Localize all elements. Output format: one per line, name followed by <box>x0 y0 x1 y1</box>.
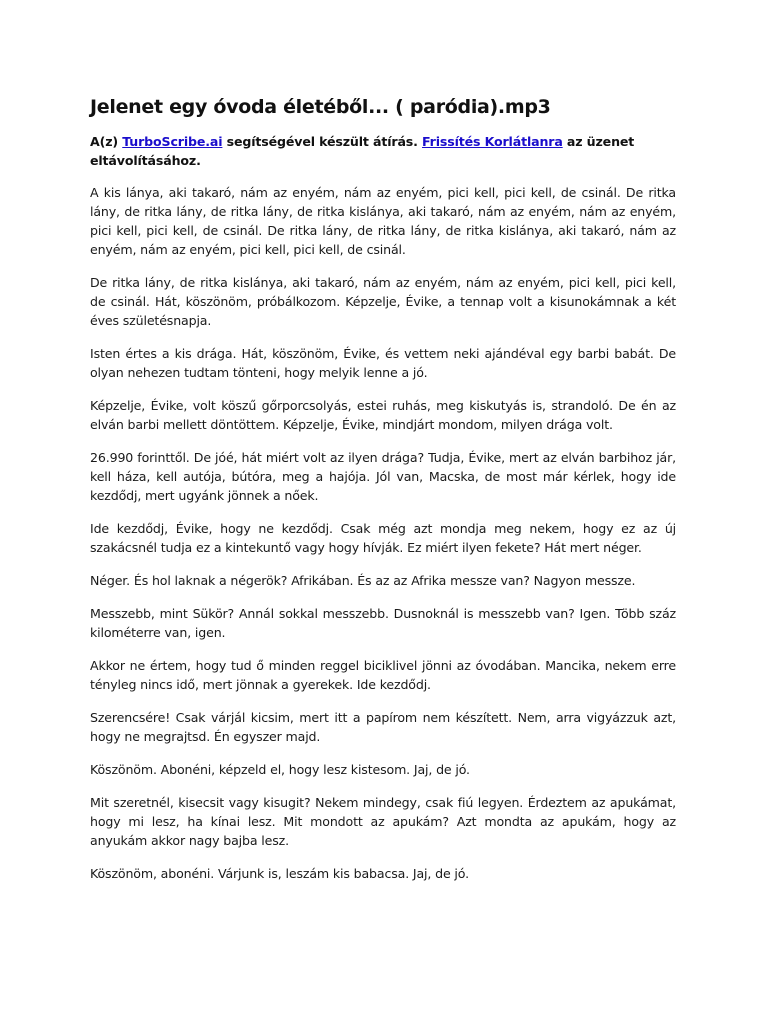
upgrade-unlimited-link[interactable]: Frissítés Korlátlanra <box>422 134 563 149</box>
transcript-paragraph: Messzebb, mint Sükör? Annál sokkal messzebb. Dusnoknál is messzebb van? Igen. Több száz kilométerre van, igen. <box>90 606 676 640</box>
transcript-paragraph: Akkor ne értem, hogy tud ő minden reggel biciklivel jönni az óvodában. Mancika, nekem erre tényleg nincs idő, mert jönnak a gyerekek. Ide kezdődj. <box>90 658 676 692</box>
transcript-paragraph: Szerencsére! Csak várjál kicsim, mert itt a papírom nem készített. Nem, arra vigyázzuk azt, hogy ne megrajtsd. Én egyszer majd. <box>90 710 676 744</box>
document-title: Jelenet egy óvoda életéből... ( paródia).mp3 <box>90 96 551 118</box>
transcript-paragraph: Isten értes a kis drága. Hát, köszönöm, Évike, és vettem neki ajándéval egy barbi babát. De olyan nehezen tudtam tönteni, hogy melyik lenne a jó. <box>90 346 676 380</box>
document-page <box>90 94 676 897</box>
turboscribe-link[interactable]: TurboScribe.ai <box>122 134 223 149</box>
transcript-paragraph: Képzelje, Évike, volt köszű gőrporcsolyás, estei ruhás, meg kiskutyás is, strandoló. De én az elván barbi mellett döntöttem. Képzelje, Évike, mindjárt mondom, milyen drága volt. <box>90 398 676 432</box>
notice-suffix: az üzenet eltávolításához. <box>90 134 635 168</box>
transcript-paragraph: Köszönöm. Abonéni, képzeld el, hogy lesz kistesom. Jaj, de jó. <box>90 762 470 777</box>
transcript-paragraph: Néger. És hol laknak a négerök? Afrikában. És az az Afrika messze van? Nagyon messze. <box>90 573 636 588</box>
transcript-paragraph: A kis lánya, aki takaró, nám az enyém, nám az enyém, pici kell, pici kell, de csinál. De ritka lány, de ritka lány, de ritka lány, de ritka kislánya, aki takaró, nám az enyém, nám az enyém, pici kell, pici kell, de csinál. De ritka lány, de ritka lány, de ritka kislánya, aki takaró, nám az enyém, nám az enyém, pici kell, pici kell, de csinál. <box>90 185 676 257</box>
notice-middle: segítségével készült átírás. <box>222 134 423 149</box>
transcript-paragraph: Köszönöm, abonéni. Várjunk is, leszám kis babacsa. Jaj, de jó. <box>90 866 469 881</box>
transcript-paragraph: Ide kezdődj, Évike, hogy ne kezdődj. Csak még azt mondja meg nekem, hogy ez az új szakácsnél tudja ez a kintekuntő vagy hogy hívják. Ez miért ilyen fekete? Hát mert néger. <box>90 521 676 555</box>
transcript-paragraph: 26.990 forinttől. De jóé, hát miért volt az ilyen drága? Tudja, Évike, mert az elván barbihoz jár, kell háza, kell autója, bútóra, meg a hajója. Jól van, Macska, de most már kérlek, hogy ide kezdődj, mert ugyánk jönnek a nőek. <box>90 450 676 503</box>
transcript-paragraph: De ritka lány, de ritka kislánya, aki takaró, nám az enyém, nám az enyém, pici kell, pici kell, de csinál. Hát, köszönöm, próbálkozom. Képzelje, Évike, a tennap volt a kisunokámnak a két éves születésnapja. <box>90 275 676 328</box>
notice-prefix: A(z) <box>90 134 123 149</box>
transcript-paragraph: Mit szeretnél, kisecsit vagy kisugit? Nekem mindegy, csak fiú legyen. Érdeztem az apukámat, hogy mi lesz, ha kínai lesz. Mit mondott az apukám? Azt mondta az apukám, hogy az anyukám akkor nagy bajba lesz. <box>90 795 676 848</box>
transcription-notice <box>90 132 676 170</box>
